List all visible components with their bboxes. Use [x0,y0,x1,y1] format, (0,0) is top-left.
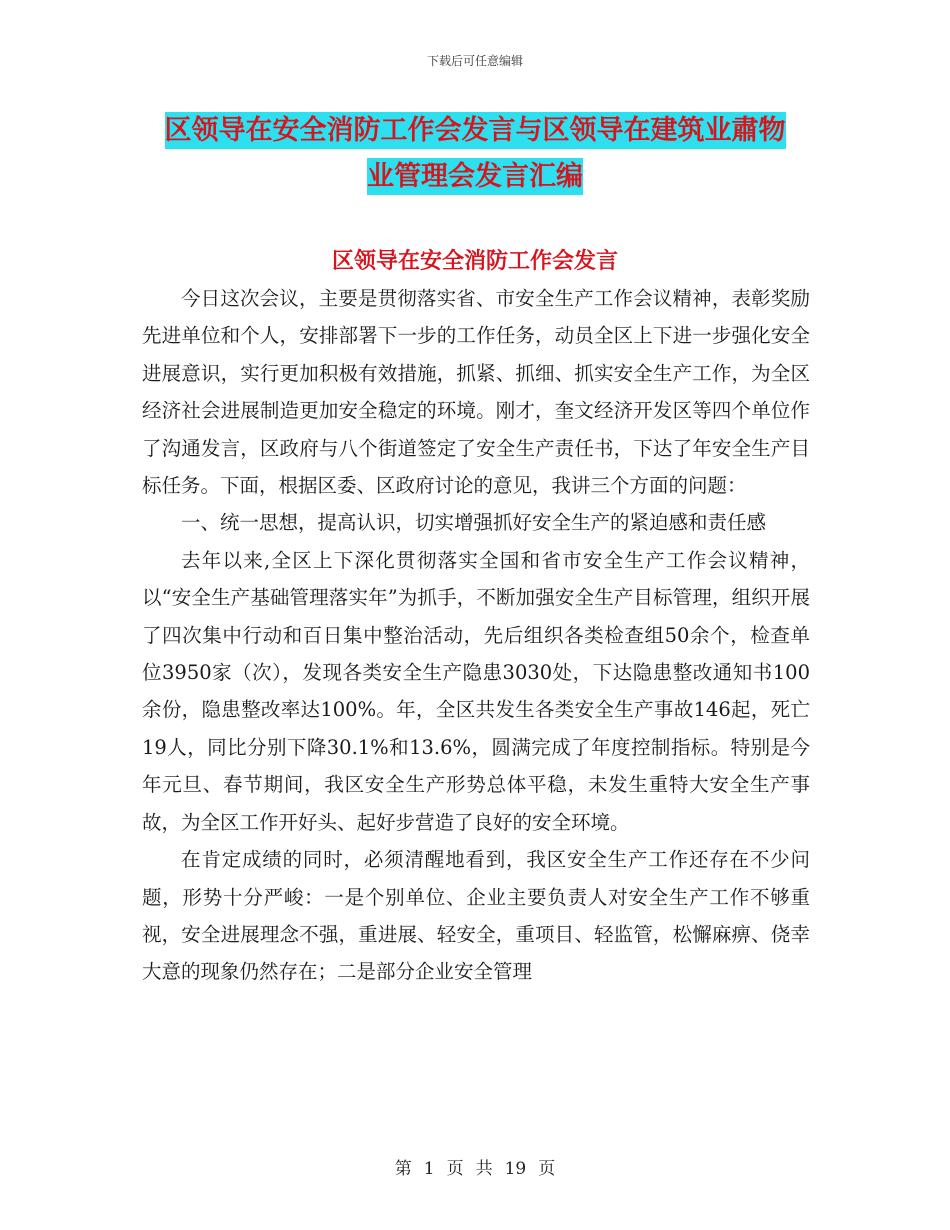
page-footer [0,1154,950,1179]
body-text [142,280,810,991]
paragraph-1: 今日这次会议，主要是贯彻落实省、市安全生产工作会议精神，表彰奖励先进单位和个人，安排部署下一步的工作任务，动员全区上下进一步强化安全进展意识，实行更加积极有效措施，抓紧、抓细、抓实安全生产工作，为全区经济社会进展制造更加安全稳定的环境。刚才，奎文经济开发区等四个单位作了沟通发言，区政府与八个街道签定了安全生产责任书，下达了年安全生产目标任务。下面，根据区委、区政府讨论的意见，我讲三个方面的问题： [142,287,810,498]
title-line-1: 区领导在安全消防工作会发言与区领导在建筑业肅物 [165,112,786,149]
paragraph-3: 去年以来,全区上下深化贯彻落实全国和省市安全生产工作会议精神，以“安全生产基础管理落实年”为抓手，不断加强安全生产目标管理，组织开展了四次集中行动和百日集中整治活动，先后组织各类检查组50余个，检查单位3950家（次），发现各类安全生产隐患3030处，下达隐患整改通知书100余份，隐患整改率达100%。年，全区共发生各类安全生产事故146起，死亡19人，同比分别下降30.1%和13.6%，圆满完成了年度控制指标。特别是今年元旦、春节期间，我区安全生产形势总体平稳，未发生重特大安全生产事故，为全区工作开好头、起好步营造了良好的安全环境。 [142,548,810,834]
footer-total-pages: 19 [504,1159,527,1179]
footer-suffix: 页 [538,1159,556,1179]
section-title: 区领导在安全消防工作会发言 [331,249,618,274]
header-note: 下载后可任意编辑 [426,54,523,68]
title-line-2: 业管理会发言汇编 [367,158,583,195]
document-title [140,108,810,200]
footer-total-word: 共 [475,1159,493,1179]
paragraph-2: 一、统一思想，提高认识，切实增强抓好安全生产的紧迫感和责任感 [181,511,767,535]
footer-current-page: 1 [423,1159,435,1179]
footer-prefix: 第 [394,1159,412,1179]
footer-page-word: 页 [446,1159,464,1179]
paragraph-4: 在肯定成绩的同时，必须清醒地看到，我区安全生产工作还存在不少问题，形势十分严峻：一是个别单位、企业主要负责人对安全生产工作不够重视，安全进展理念不强，重进展、轻安全，重项目、轻监管，松懈麻痹、侥幸大意的现象仍然存在；二是部分企业安全管理 [142,848,810,984]
